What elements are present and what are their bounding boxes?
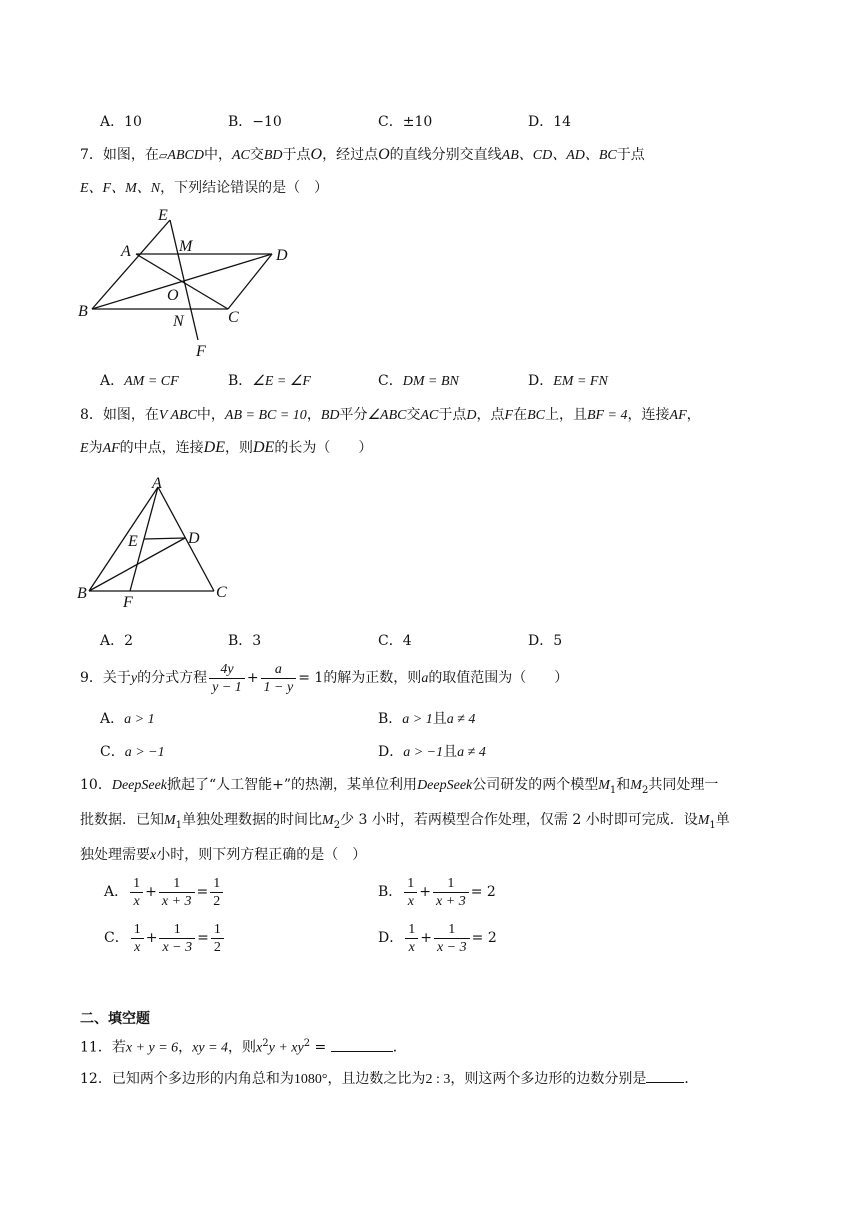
q12-stem: 12．已知两个多边形的内角总和为1080°，且边数之比为2 : 3，则这两个多边形的边数分别是 ． [80,1068,698,1090]
q7-segment-be [92,220,170,309]
q7-label-d: D [276,247,288,264]
q7-label-f: F [196,343,206,360]
q8-option-d: D．5 [528,633,563,649]
q7-parallelogram-figure [70,200,310,365]
q10-option-d: D． $\frac{1}{x}$ + $\frac{1}{x - 3}$ = 2 [378,921,497,955]
q10-stem-line3: 独处理需要x小时，则下列方程正确的是（ ） [80,847,367,863]
q7-diagonal-bd [92,254,272,309]
q8-triangle-figure [70,470,250,615]
q10-option-c: C． $\frac{1}{x}$ + $\frac{1}{x - 3}$ = $\frac{1}{2}$ [104,918,226,958]
q6-option-d: D．14 [528,114,572,130]
q7-label-b: B [78,303,88,320]
q10-stem-line2: 批数据．已知$M_1$单独处理数据的时间比$M_2$少 3 小时，若两模型合作处理，仅需 2 小时即可完成．设$M_1$单 [80,812,730,831]
q9-fraction-2: $\frac{a}{1 - y}$ [261,661,297,696]
q7-label-e: E [158,207,168,224]
q7-stem-line2: E、F、M、N，下列结论错误的是（ ） [80,180,329,196]
q9-fraction-1: $\frac{4y}{y - 1}$ [209,661,245,696]
q8-label-f: F [123,594,133,611]
q8-label-d: D [188,530,200,547]
q6-option-a: A．10 [100,114,142,130]
q8-option-c: C．4 [378,633,412,649]
q7-label-m: M [179,238,193,255]
q9-stem: 9．关于y的分式方程 $\frac{4y}{y - 1}$ + $\frac{a}{1 - y}$ = 1的解为正数，则a的取值范围为（ ） [80,661,569,695]
q10-option-a: A． $\frac{1}{x}$ + $\frac{1}{x + 3}$ = $\frac{1}{2}$ [104,872,225,912]
q8-stem-line1: 8．如图，在V ABC中，AB = BC = 10，BD平分∠ABC交AC于点D，点F在BC上，且BF = 4，连接AF， [80,407,701,423]
q7-label-c: C [228,309,239,326]
q10-option-b: B． $\frac{1}{x}$ + $\frac{1}{x + 3}$ = 2 [378,875,496,909]
q7-stem-line1: 7．如图，在▱ABCD中，AC交BD于点O，经过点O的直线分别交直线AB、CD、AD、BC于点 [80,146,645,163]
q6-option-b: B．−10 [228,114,282,130]
q8-label-b: B [77,585,87,602]
q7-label-n: N [173,313,184,330]
q8-label-a: A [152,475,162,492]
q6-option-c: C．±10 [378,114,433,130]
q8-segment-ed [144,538,185,539]
q7-label-o: O [167,287,179,304]
q8-label-c: C [216,584,227,601]
q8-stem-line2: E为AF的中点，连接DE，则DE的长为（ ） [80,439,373,456]
q10-stem-line1: 10．DeepSeek掀起了“人工智能+”的热潮，某单位利用DeepSeek公司研发的两个模型$M_1$和$M_2$共同处理一 [80,777,719,796]
q9-option-c: C．a > −1 [100,744,165,760]
q9-option-a: A．a > 1 [100,711,155,727]
q7-option-a: A．AM = CF [100,373,179,389]
q7-option-b: B．∠E = ∠F [228,373,311,389]
q11-answer-blank [331,1037,393,1052]
q8-label-e: E [128,533,138,550]
q8-option-b: B．3 [228,633,262,649]
section-title-fill-in: 二、填空题 [80,1011,150,1027]
q7-option-c: C．DM = BN [378,373,459,389]
q9-option-d: D．a > −1且a ≠ 4 [378,744,486,760]
q9-option-b: B．a > 1且a ≠ 4 [378,711,476,727]
q7-label-a: A [121,243,131,260]
q11-stem: 11．若x + y = 6，xy = 4，则$x^2y + xy^2$ = ． [80,1038,407,1056]
q12-answer-blank [646,1068,684,1083]
q7-segment-dc [228,254,272,309]
q7-option-d: D．EM = FN [528,373,608,389]
q8-option-a: A．2 [100,633,134,649]
